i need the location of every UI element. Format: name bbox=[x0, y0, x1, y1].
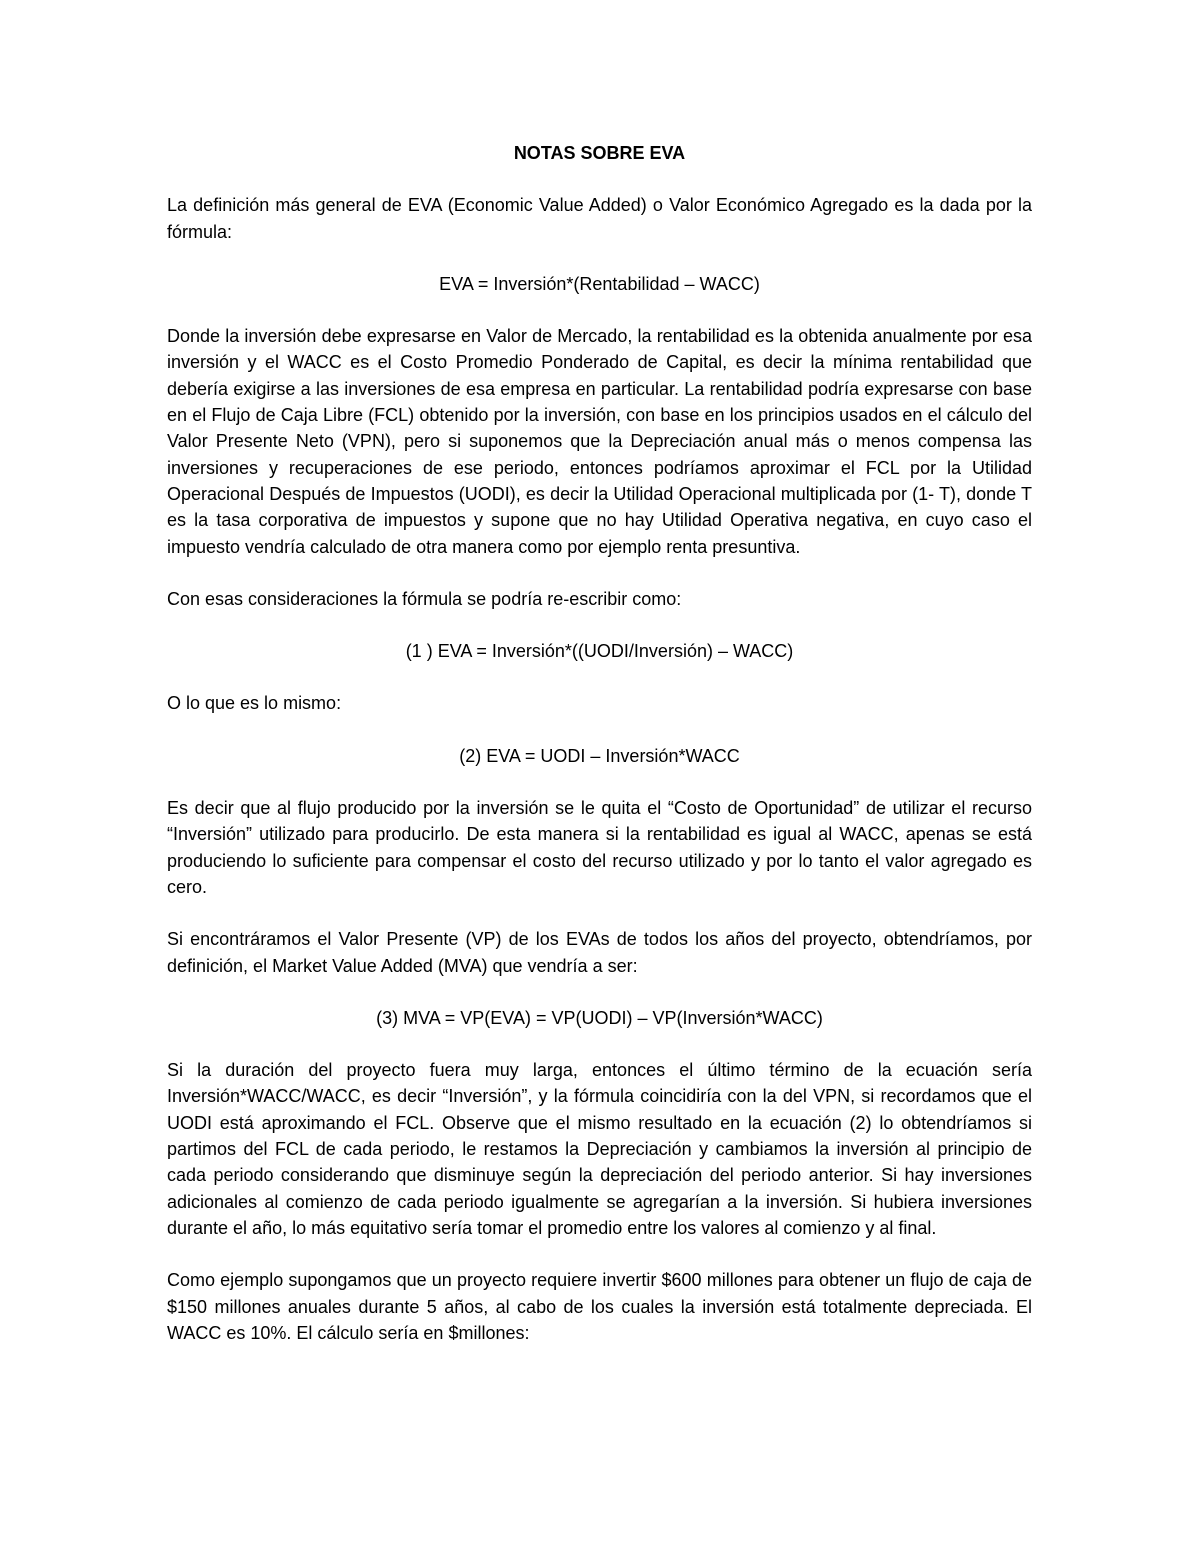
formula-2: (2) EVA = UODI – Inversión*WACC bbox=[459, 745, 740, 766]
formula-3: (3) MVA = VP(EVA) = VP(UODI) – VP(Inversión*WACC) bbox=[376, 1007, 823, 1028]
document-title: NOTAS SOBRE EVA bbox=[513, 143, 686, 163]
paragraph-present-value: Si encontráramos el Valor Presente (VP) de los EVAs de todos los años del proyecto, obtendríamos, por definición, el Market Value Added (MVA) que vendría a ser: bbox=[167, 929, 1032, 976]
document-page bbox=[167, 140, 1032, 1372]
paragraph-explanation: Donde la inversión debe expresarse en Valor de Mercado, la rentabilidad es la obtenida anualmente por esa inversión y el WACC es el Costo Promedio Ponderado de Capital, es decir la mínima rentabilidad que debería exigirse a las inversiones de esa empresa en particular. La rentabilidad podría expresarse con base en el Flujo de Caja Libre (FCL) obtenido por la inversión, con base en los principios usados en el cálculo del Valor Presente Neto (VPN), pero si suponemos que la Depreciación anual más o menos compensa las inversiones y recuperaciones de ese periodo, entonces podríamos aproximar el FCL por la Utilidad Operacional Después de Impuestos (UODI), es decir la Utilidad Operacional multiplicada por (1- T), donde T es la tasa corporativa de impuestos y supone que no hay Utilidad Operativa negativa, en cuyo caso el impuesto vendría calculado de otra manera como por ejemplo renta presuntiva. bbox=[167, 326, 1032, 557]
paragraph-long-duration: Si la duración del proyecto fuera muy larga, entonces el último término de la ecuación sería Inversión*WACC/WACC, es decir “Inversión”, y la fórmula coincidiría con la del VPN, si recordamos que el UODI está aproximando el FCL. Observe que el mismo resultado en la ecuación (2) lo obtendríamos si partimos del FCL de cada periodo, le restamos la Depreciación y cambiamos la inversión al principio de cada periodo considerando que disminuye según la depreciación del periodo anterior. Si hay inversiones adicionales al comienzo de cada periodo igualmente se agregarían a la inversión. Si hubiera inversiones durante el año, lo más equitativo sería tomar el promedio entre los valores al comienzo y al final. bbox=[167, 1060, 1032, 1238]
paragraph-example: Como ejemplo supongamos que un proyecto requiere invertir $600 millones para obtener un flujo de caja de $150 millones anuales durante 5 años, al cabo de los cuales la inversión está totalmente depreciada. El WACC es 10%. El cálculo sería en $millones: bbox=[167, 1270, 1032, 1343]
formula-eva: EVA = Inversión*(Rentabilidad – WACC) bbox=[439, 273, 760, 294]
formula-1: (1 ) EVA = Inversión*((UODI/Inversión) – WACC) bbox=[405, 641, 794, 662]
paragraph-considerations: Con esas consideraciones la fórmula se podría re-escribir como: bbox=[167, 588, 682, 609]
paragraph-same: O lo que es lo mismo: bbox=[167, 693, 342, 714]
paragraph-definition: La definición más general de EVA (Economic Value Added) o Valor Económico Agregado es la dada por la fórmula: bbox=[167, 195, 1032, 242]
paragraph-opportunity-cost: Es decir que al flujo producido por la inversión se le quita el “Costo de Oportunidad” de utilizar el recurso “Inversión” utilizado para producirlo. De esta manera si la rentabilidad es igual al WACC, apenas se está produciendo lo suficiente para compensar el costo del recurso utilizado y por lo tanto el valor agregado es cero. bbox=[167, 798, 1032, 897]
